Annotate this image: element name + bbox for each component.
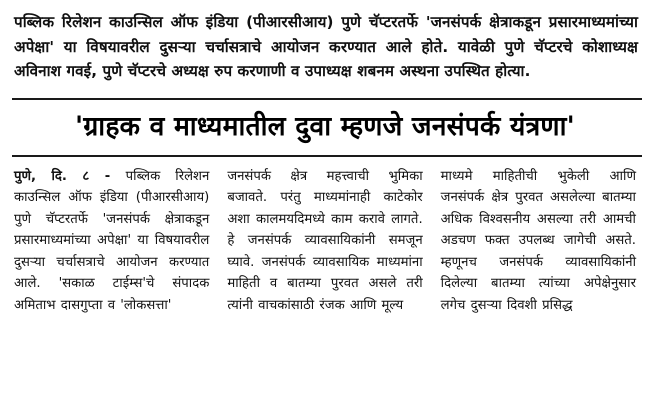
article-column-2-text: जनसंपर्क क्षेत्र महत्त्वाची भुमिका बजावते. परंतु माध्यमांनाही काटेकोर अशा कालमयदिमध्ये काम करावे लागते. हे जनसंपर्क व्यावसायिकांनी समजून घ्यावे. जनसंपर्क व्यावसायिक माध्यमांना माहिती व बातम्या पुरवत असले तरी त्यांनी वाचकांसाठी रंजक आणि मूल्य <box>227 168 423 313</box>
article-column-2 <box>218 166 431 317</box>
divider-top <box>12 98 642 100</box>
article-dateline: पुणे, दि. ८ - <box>14 168 126 184</box>
article-column-3-text: माध्यमे माहितीची भुकेली आणि जनसंपर्क क्षेत्र पुरवत असलेल्या बातम्या अधिक विश्वसनीय असल्या तरी आमची अडचण फक्त उपलब्ध जागेची असते. म्हणूनच जनसंपर्क व्यावसायिकांनी दिलेल्या बातम्या त्यांच्या अपेक्षेनुसार लगेच दुसऱ्या दिवशी प्रसिद्ध <box>440 168 636 313</box>
article-intro: पब्लिक रिलेशन काउन्सिल ऑफ इंडिया (पीआरसीआय) पुणे चॅप्टरतर्फे 'जनसंपर्क क्षेत्राकडून प्रसारमाध्यमांच्या अपेक्षा' या विषयावरील दुसऱ्या चर्चासत्राचे आयोजन करण्यात आले होते. यावेळी पुणे चॅप्टरचे कोशाध्यक्ष अविनाश गवई, पुणे चॅप्टरचे अध्यक्ष रुप करणाणी व उपाध्यक्ष शबनम अस्थना उपस्थित होत्या. <box>14 13 638 81</box>
article-column-3 <box>432 166 640 317</box>
article-headline: 'ग्राहक व माध्यमातील दुवा म्हणजे जनसंपर्क यंत्रणा' <box>75 110 575 142</box>
article-column-1 <box>10 166 218 317</box>
article-column-1-text: पब्लिक रिलेशन काउन्सिल ऑफ इंडिया (पीआरसीआय) पुणे चॅप्टरतर्फे 'जनसंपर्क क्षेत्राकडून प्रसारमाध्यमांच्या अपेक्षा' या विषयावरील दुसऱ्या चर्चासत्राचे आयोजन करण्यात आले. 'सकाळ टाईम्स'चे संपादक अमिताभ दासगुप्ता व 'लोकसत्ता' <box>14 168 210 313</box>
article-body-columns <box>10 166 640 317</box>
divider-bottom <box>12 155 642 157</box>
